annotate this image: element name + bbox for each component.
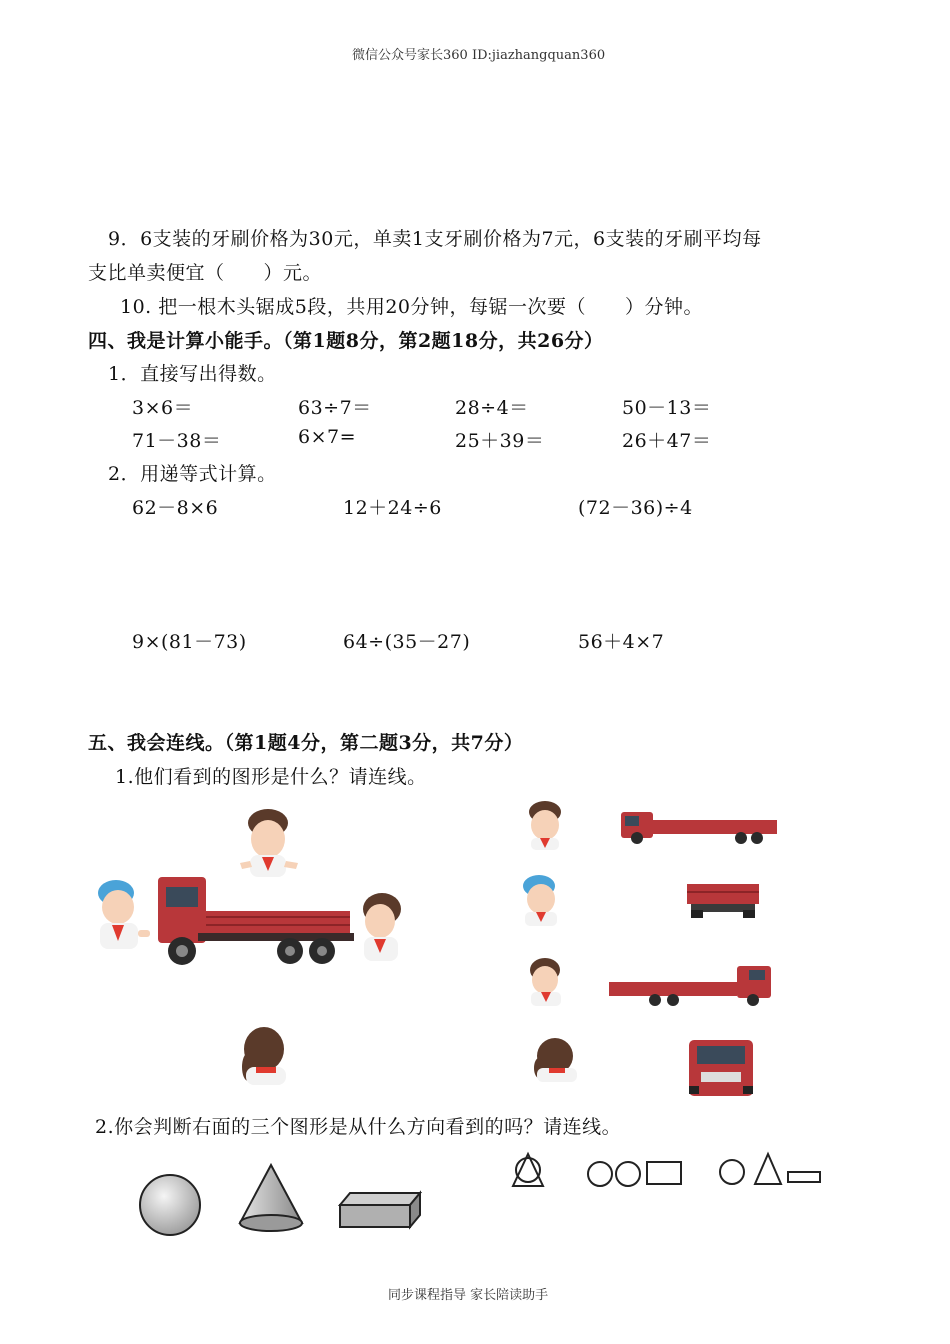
oral-problem: 3×6＝ xyxy=(132,397,194,419)
section-4-sub2: 2．用递等式计算。 xyxy=(108,463,277,485)
step-problem: 9×(81－73) xyxy=(132,631,247,653)
view-options xyxy=(505,800,795,1100)
girl-right-icon xyxy=(363,893,401,961)
girl-back-small-icon xyxy=(534,1038,577,1082)
truck-side-right-view-icon[interactable] xyxy=(621,812,777,844)
section-4-sub1: 1．直接写出得数。 xyxy=(108,363,277,385)
section-5-sub2: 2.你会判断右面的三个图形是从什么方向看到的吗？请连线。 xyxy=(95,1116,622,1138)
red-truck-icon xyxy=(158,877,354,965)
girl-right-small-icon xyxy=(530,958,561,1006)
section-5-sub1: 1.他们看到的图形是什么？请连线。 xyxy=(115,766,427,788)
step-problem: 56＋4×7 xyxy=(578,631,665,653)
oral-problem: 26＋47＝ xyxy=(622,430,712,452)
cuboid-icon[interactable] xyxy=(340,1193,420,1227)
section-5-title: 五、我会连线。（第1题4分，第二题3分，共7分） xyxy=(88,732,524,754)
truck-side-left-view-icon[interactable] xyxy=(609,966,771,1006)
view-outline-2[interactable] xyxy=(588,1162,681,1186)
truck-scene xyxy=(90,805,410,1095)
step-problem: (72－36)÷4 xyxy=(578,497,693,519)
view-outlines xyxy=(505,1150,825,1195)
header-watermark: 微信公众号家长360 ID:jiazhangquan360 xyxy=(352,48,606,63)
question-9-line1: 9．6支装的牙刷价格为30元，单卖1支牙刷价格为7元，6支装的牙刷平均每 xyxy=(108,228,762,250)
footer-text: 同步课程指导 家长陪读助手 xyxy=(388,1288,549,1303)
truck-front-view-icon[interactable] xyxy=(689,1040,753,1096)
boy-small-icon xyxy=(523,875,557,926)
oral-problem: 71－38＝ xyxy=(132,430,222,452)
oral-problem: 6×7= xyxy=(298,426,357,448)
view-outline-3[interactable] xyxy=(720,1154,820,1184)
solid-shapes xyxy=(130,1155,430,1245)
girl-front-small-icon xyxy=(529,801,561,850)
step-problem: 12＋24÷6 xyxy=(343,497,442,519)
cone-icon[interactable] xyxy=(240,1165,302,1231)
section-4-title: 四、我是计算小能手。（第1题8分，第2题18分，共26分） xyxy=(88,330,604,352)
oral-problem: 50－13＝ xyxy=(622,397,712,419)
oral-problem: 63÷7＝ xyxy=(298,397,372,419)
view-outline-1[interactable] xyxy=(513,1154,543,1186)
oral-problem: 28÷4＝ xyxy=(455,397,529,419)
question-10: 10. 把一根木头锯成5段，共用20分钟，每锯一次要（ ）分钟。 xyxy=(120,296,704,318)
boy-left-icon xyxy=(98,880,150,949)
step-problem: 62－8×6 xyxy=(132,497,219,519)
question-9-line2: 支比单卖便宜（ ）元。 xyxy=(88,262,323,284)
sphere-icon[interactable] xyxy=(140,1175,200,1235)
truck-back-view-icon[interactable] xyxy=(687,884,759,918)
oral-problem: 25＋39＝ xyxy=(455,430,545,452)
girl-front-icon xyxy=(240,809,298,877)
step-problem: 64÷(35－27) xyxy=(343,631,471,653)
girl-back-icon xyxy=(242,1027,286,1085)
